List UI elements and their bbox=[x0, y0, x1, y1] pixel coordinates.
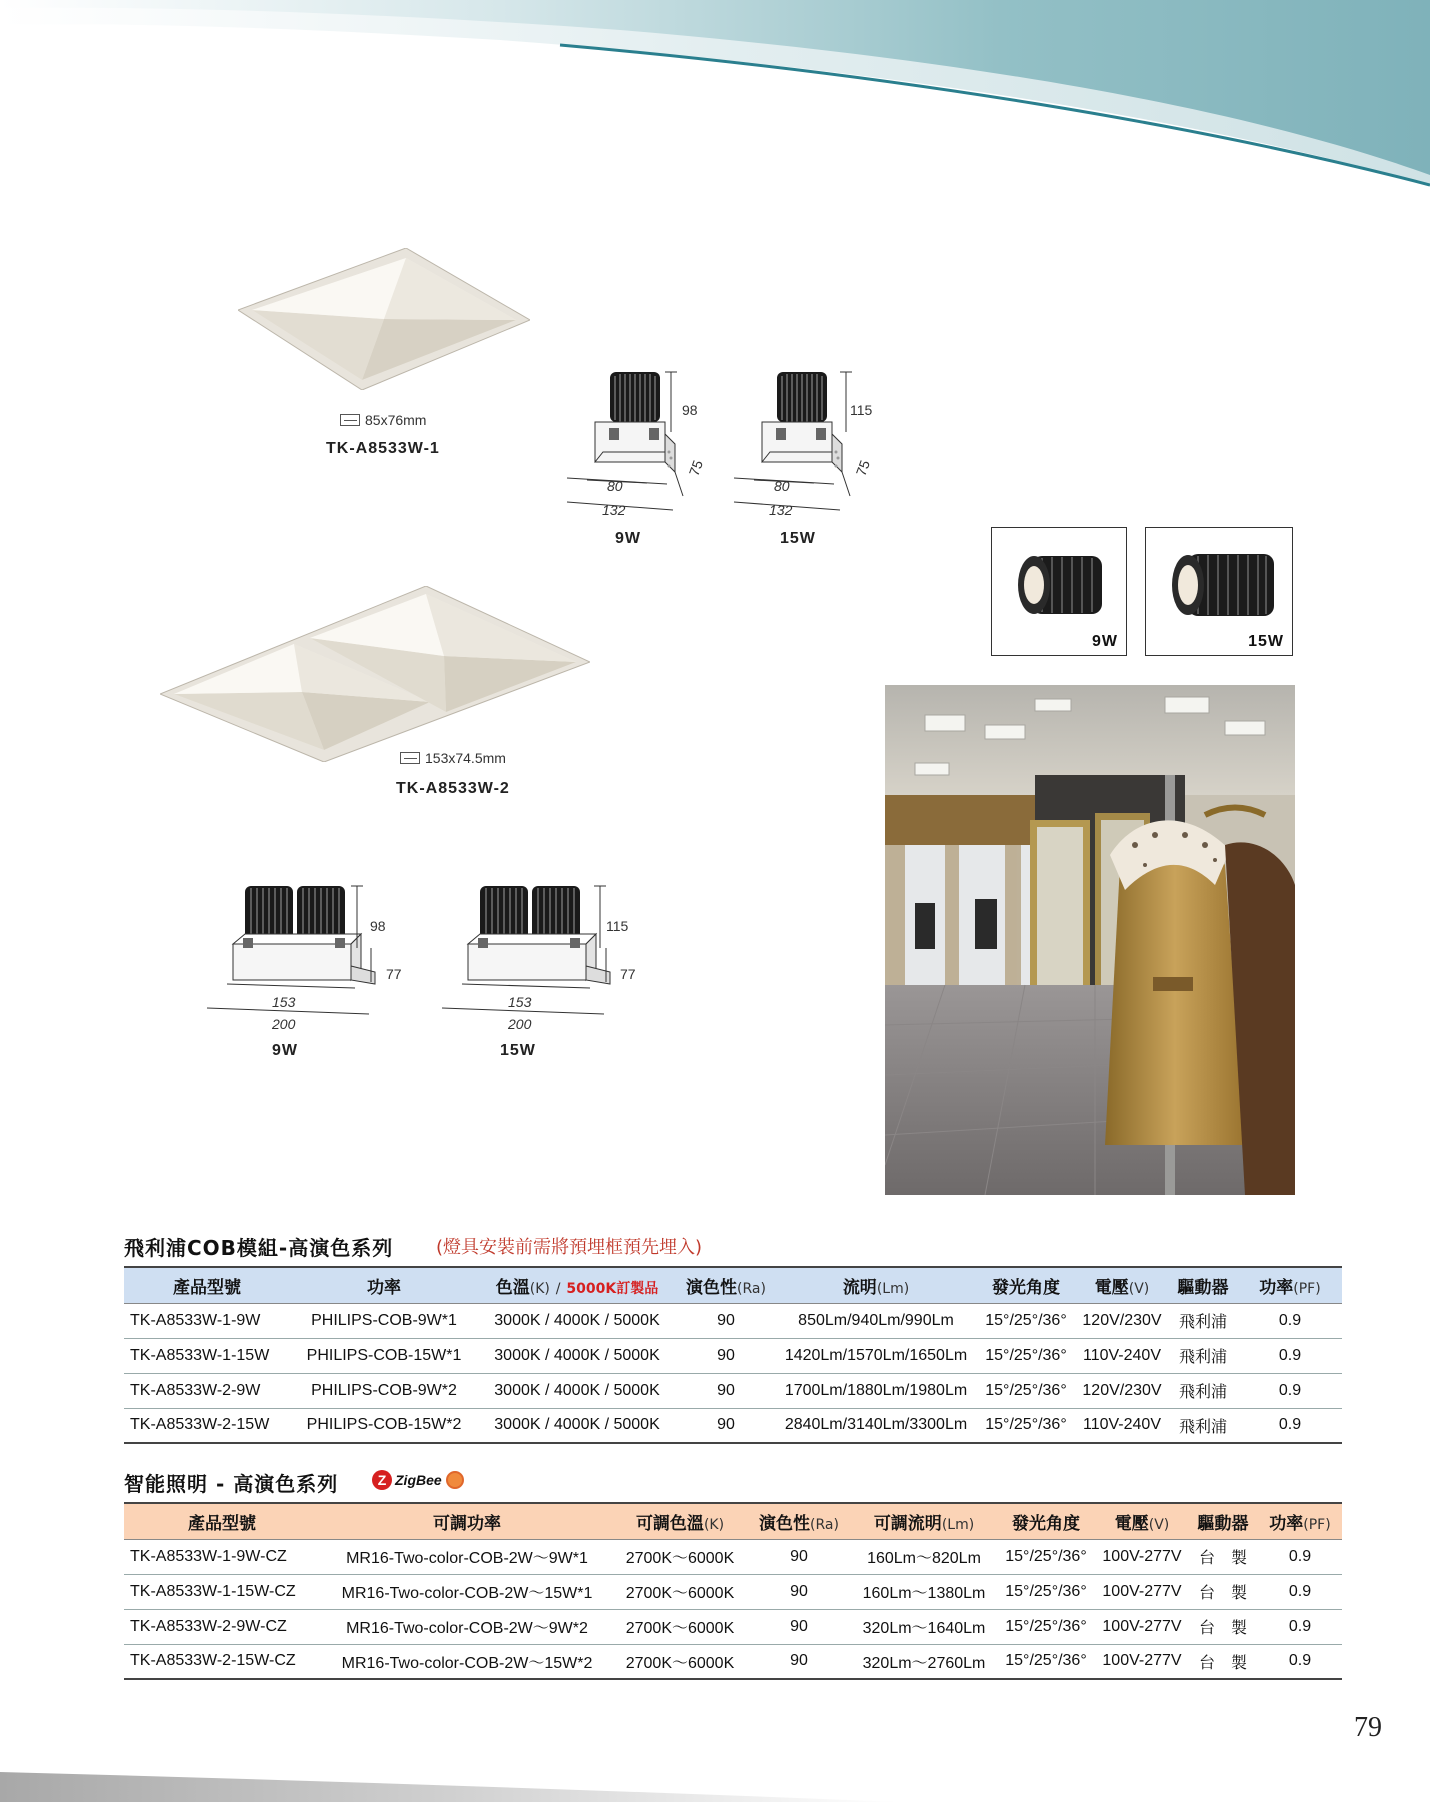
col-angle: 發光角度 bbox=[996, 1503, 1096, 1539]
single-drawing-9w bbox=[565, 368, 715, 518]
cell-angle: 15°/25°/36° bbox=[996, 1609, 1096, 1644]
table-row bbox=[124, 1644, 1342, 1679]
cell-cri: 90 bbox=[676, 1373, 776, 1408]
double-15w-outer-width: 200 bbox=[508, 1016, 532, 1032]
col-voltage: 電壓(V) bbox=[1096, 1503, 1188, 1539]
cell-power: PHILIPS-COB-9W*2 bbox=[290, 1373, 478, 1408]
spec-table-philips bbox=[124, 1266, 1342, 1444]
single-15w-inner-width: 80 bbox=[774, 478, 790, 494]
section1-title: 飛利浦COB模組-高演色系列 bbox=[124, 1236, 394, 1260]
size-icon bbox=[400, 752, 420, 764]
col-driver: 驅動器 bbox=[1168, 1267, 1238, 1303]
single-drawing-15w bbox=[732, 368, 882, 518]
cell-driver: 台 製 bbox=[1188, 1539, 1258, 1574]
module-box-15w bbox=[1145, 527, 1293, 656]
module-9w-label: 9W bbox=[1092, 633, 1118, 650]
cell-lumen: 1420Lm/1570Lm/1650Lm bbox=[776, 1338, 976, 1373]
cell-power: PHILIPS-COB-9W*1 bbox=[290, 1303, 478, 1338]
cell-model: TK-A8533W-1-15W-CZ bbox=[124, 1574, 320, 1609]
cell-angle: 15°/25°/36° bbox=[976, 1338, 1076, 1373]
col-voltage: 電壓(V) bbox=[1076, 1267, 1168, 1303]
single-9w-depth: 75 bbox=[685, 457, 706, 479]
section1-note: (燈具安裝前需將預埋框預先埋入) bbox=[436, 1237, 703, 1258]
col-cct: 可調色溫(K) bbox=[614, 1503, 746, 1539]
section2-title: 智能照明 - 高演色系列 bbox=[124, 1472, 339, 1496]
cell-power: MR16-Two-color-COB-2W～15W*1 bbox=[320, 1574, 614, 1609]
zigbee-icon: Z bbox=[372, 1470, 392, 1490]
cell-cct: 2700K～6000K bbox=[614, 1609, 746, 1644]
cell-lumen: 320Lm～2760Lm bbox=[852, 1644, 996, 1679]
spec-table-smart bbox=[124, 1502, 1342, 1680]
cell-model: TK-A8533W-2-15W-CZ bbox=[124, 1644, 320, 1679]
cell-model: TK-A8533W-1-15W bbox=[124, 1338, 290, 1373]
double-9w-label: 9W bbox=[272, 1042, 298, 1059]
cell-model: TK-A8533W-2-9W-CZ bbox=[124, 1609, 320, 1644]
page-number: 79 bbox=[1354, 1712, 1382, 1743]
heatsink bbox=[777, 372, 827, 422]
single-15w-outer-width: 132 bbox=[769, 502, 793, 518]
cell-power: PHILIPS-COB-15W*1 bbox=[290, 1338, 478, 1373]
table-row bbox=[124, 1609, 1342, 1644]
table-header-row bbox=[124, 1503, 1342, 1539]
cell-model: TK-A8533W-1-9W bbox=[124, 1303, 290, 1338]
cell-pf: 0.9 bbox=[1238, 1338, 1342, 1373]
double-9w-depth: 77 bbox=[386, 966, 402, 982]
cell-voltage: 110V-240V bbox=[1076, 1338, 1168, 1373]
cell-driver: 飛利浦 bbox=[1168, 1338, 1238, 1373]
cell-model: TK-A8533W-2-9W bbox=[124, 1373, 290, 1408]
double-15w-inner-width: 153 bbox=[508, 994, 532, 1010]
col-model: 產品型號 bbox=[124, 1503, 320, 1539]
cell-cct: 3000K / 4000K / 5000K bbox=[478, 1338, 676, 1373]
table-row bbox=[124, 1373, 1342, 1408]
cell-lumen: 2840Lm/3140Lm/3300Lm bbox=[776, 1408, 976, 1443]
cell-driver: 台 製 bbox=[1188, 1644, 1258, 1679]
cell-cri: 90 bbox=[676, 1408, 776, 1443]
module-box-9w bbox=[991, 527, 1127, 656]
cell-model: TK-A8533W-1-9W-CZ bbox=[124, 1539, 320, 1574]
cell-cct: 2700K～6000K bbox=[614, 1539, 746, 1574]
double-9w-outer-width: 200 bbox=[272, 1016, 296, 1032]
cell-cct: 3000K / 4000K / 5000K bbox=[478, 1373, 676, 1408]
col-cri: 演色性(Ra) bbox=[676, 1267, 776, 1303]
double-9w-height: 98 bbox=[370, 918, 386, 934]
cell-cri: 90 bbox=[746, 1609, 852, 1644]
col-angle: 發光角度 bbox=[976, 1267, 1076, 1303]
cell-driver: 飛利浦 bbox=[1168, 1408, 1238, 1443]
table-row bbox=[124, 1303, 1342, 1338]
double-15w-height: 115 bbox=[606, 918, 629, 934]
cell-lumen: 160Lm～1380Lm bbox=[852, 1574, 996, 1609]
col-lumen: 可調流明(Lm) bbox=[852, 1503, 996, 1539]
single-trim-render bbox=[238, 248, 530, 390]
cell-lumen: 1700Lm/1880Lm/1980Lm bbox=[776, 1373, 976, 1408]
cob-module-icon bbox=[992, 528, 1128, 638]
header-band bbox=[0, 0, 1430, 200]
col-lumen: 流明(Lm) bbox=[776, 1267, 976, 1303]
single-9w-label: 9W bbox=[615, 530, 641, 547]
single-9w-height: 98 bbox=[682, 402, 698, 418]
cell-voltage: 110V-240V bbox=[1076, 1408, 1168, 1443]
col-cct: 色溫(K) / 5000K訂製品 bbox=[478, 1267, 676, 1303]
heatsink bbox=[610, 372, 660, 422]
double-15w-label: 15W bbox=[500, 1042, 536, 1059]
cell-power: MR16-Two-color-COB-2W～9W*1 bbox=[320, 1539, 614, 1574]
table-row bbox=[124, 1408, 1342, 1443]
cell-pf: 0.9 bbox=[1258, 1539, 1342, 1574]
zigbee-logo bbox=[372, 1468, 464, 1492]
cell-driver: 台 製 bbox=[1188, 1609, 1258, 1644]
cell-power: MR16-Two-color-COB-2W～15W*2 bbox=[320, 1644, 614, 1679]
cell-cri: 90 bbox=[746, 1644, 852, 1679]
cell-cct: 3000K / 4000K / 5000K bbox=[478, 1303, 676, 1338]
zigbee-text: ZigBee bbox=[395, 1472, 442, 1488]
cell-power: MR16-Two-color-COB-2W～9W*2 bbox=[320, 1609, 614, 1644]
cell-driver: 飛利浦 bbox=[1168, 1373, 1238, 1408]
cell-cri: 90 bbox=[676, 1338, 776, 1373]
table-row bbox=[124, 1539, 1342, 1574]
cell-voltage: 120V/230V bbox=[1076, 1373, 1168, 1408]
cell-angle: 15°/25°/36° bbox=[976, 1408, 1076, 1443]
single-15w-height: 115 bbox=[850, 402, 873, 418]
col-power: 可調功率 bbox=[320, 1503, 614, 1539]
col-pf: 功率(PF) bbox=[1258, 1503, 1342, 1539]
cell-lumen: 160Lm～820Lm bbox=[852, 1539, 996, 1574]
cell-cct: 2700K～6000K bbox=[614, 1574, 746, 1609]
showroom-photo bbox=[885, 685, 1295, 1195]
cell-cct: 3000K / 4000K / 5000K bbox=[478, 1408, 676, 1443]
cell-pf: 0.9 bbox=[1258, 1644, 1342, 1679]
double-15w-depth: 77 bbox=[620, 966, 636, 982]
cell-angle: 15°/25°/36° bbox=[976, 1373, 1076, 1408]
single-15w-label: 15W bbox=[780, 530, 816, 547]
cell-angle: 15°/25°/36° bbox=[996, 1644, 1096, 1679]
single-9w-outer-width: 132 bbox=[602, 502, 626, 518]
table-row bbox=[124, 1338, 1342, 1373]
cell-pf: 0.9 bbox=[1238, 1303, 1342, 1338]
double-trim-render bbox=[160, 586, 590, 762]
col-model: 產品型號 bbox=[124, 1267, 290, 1303]
cell-pf: 0.9 bbox=[1238, 1408, 1342, 1443]
cell-lumen: 320Lm～1640Lm bbox=[852, 1609, 996, 1644]
cell-voltage: 100V-277V bbox=[1096, 1574, 1188, 1609]
cell-angle: 15°/25°/36° bbox=[996, 1574, 1096, 1609]
cell-angle: 15°/25°/36° bbox=[996, 1539, 1096, 1574]
cob-module-icon bbox=[1146, 528, 1294, 638]
cell-cri: 90 bbox=[676, 1303, 776, 1338]
size-icon bbox=[340, 414, 360, 426]
single-15w-depth: 75 bbox=[852, 457, 873, 479]
double-9w-inner-width: 153 bbox=[272, 994, 296, 1010]
single-9w-inner-width: 80 bbox=[607, 478, 623, 494]
col-cri: 演色性(Ra) bbox=[746, 1503, 852, 1539]
single-model-label: TK-A8533W-1 bbox=[326, 440, 440, 457]
cell-lumen: 850Lm/940Lm/990Lm bbox=[776, 1303, 976, 1338]
cell-voltage: 120V/230V bbox=[1076, 1303, 1168, 1338]
single-size-label: 85x76mm bbox=[340, 412, 426, 428]
double-model-label: TK-A8533W-2 bbox=[396, 780, 510, 797]
cell-voltage: 100V-277V bbox=[1096, 1609, 1188, 1644]
cell-cri: 90 bbox=[746, 1574, 852, 1609]
double-size-label: 153x74.5mm bbox=[400, 750, 506, 766]
cell-model: TK-A8533W-2-15W bbox=[124, 1408, 290, 1443]
col-driver: 驅動器 bbox=[1188, 1503, 1258, 1539]
cell-pf: 0.9 bbox=[1258, 1574, 1342, 1609]
col-pf: 功率(PF) bbox=[1238, 1267, 1342, 1303]
certification-badge-icon bbox=[446, 1471, 464, 1489]
module-15w-label: 15W bbox=[1248, 633, 1284, 650]
cell-cct: 2700K～6000K bbox=[614, 1644, 746, 1679]
cell-driver: 飛利浦 bbox=[1168, 1303, 1238, 1338]
cell-angle: 15°/25°/36° bbox=[976, 1303, 1076, 1338]
cell-pf: 0.9 bbox=[1258, 1609, 1342, 1644]
cell-driver: 台 製 bbox=[1188, 1574, 1258, 1609]
footer-band bbox=[0, 1760, 1430, 1802]
table-row bbox=[124, 1574, 1342, 1609]
cell-voltage: 100V-277V bbox=[1096, 1644, 1188, 1679]
cell-voltage: 100V-277V bbox=[1096, 1539, 1188, 1574]
cell-cri: 90 bbox=[746, 1539, 852, 1574]
cell-power: PHILIPS-COB-15W*2 bbox=[290, 1408, 478, 1443]
col-power: 功率 bbox=[290, 1267, 478, 1303]
table-header-row bbox=[124, 1267, 1342, 1303]
cell-pf: 0.9 bbox=[1238, 1373, 1342, 1408]
